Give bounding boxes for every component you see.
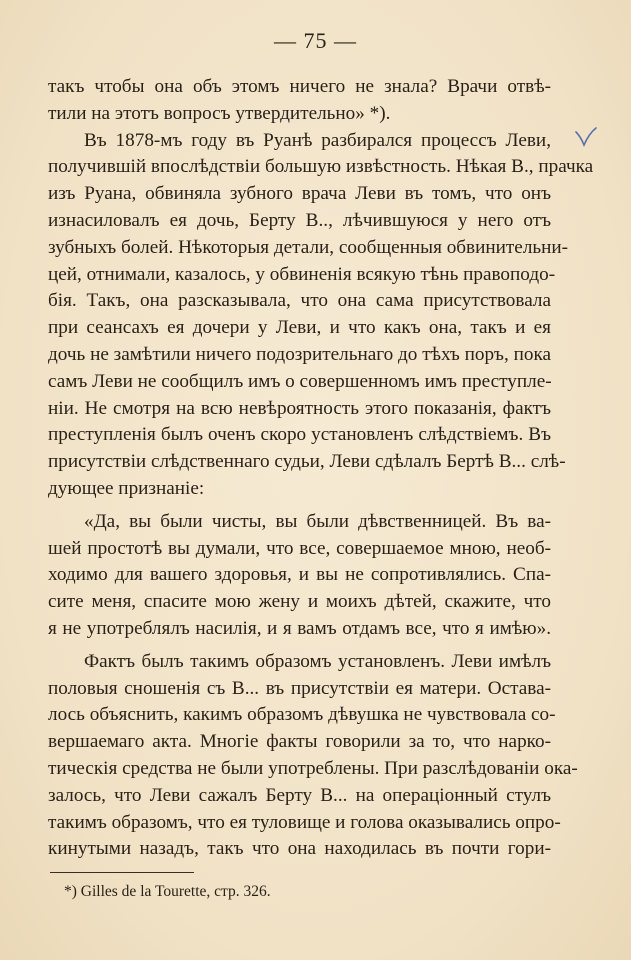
text-line: ніи. Не смотря на всю невѣроятность этого показанія, фактъ xyxy=(48,397,551,419)
paragraph-1 xyxy=(48,74,551,128)
text-line: изъ Руана, обвиняла зубного врача Леви въ томъ, что онъ xyxy=(48,183,551,205)
paragraph-4 xyxy=(48,649,578,863)
text-line: Фактъ былъ такимъ образомъ установленъ. Леви имѣлъ xyxy=(84,650,551,672)
pencil-checkmark-icon xyxy=(574,126,598,148)
body-text xyxy=(48,74,594,863)
text-line: тили на этотъ вопросъ утвердительно» *). xyxy=(48,102,391,124)
text-line: бія. Такъ, она разсказывала, что она сама присутствовала xyxy=(48,290,551,312)
paragraph-2 xyxy=(48,128,594,503)
quotation xyxy=(48,509,551,643)
text-line: сите меня, спасите мою жену и моихъ дѣтей, скажите, что xyxy=(48,591,551,613)
text-line: половыя сношенія съ В... въ присутствіи ея матери. Остава- xyxy=(48,677,551,699)
footnote-rule xyxy=(50,872,194,873)
text-line: я не употреблялъ насилія, и я вамъ отдамъ все, что я имѣю». xyxy=(48,617,551,639)
text-line: Въ 1878-мъ году въ Руанѣ разбирался процессъ Леви, xyxy=(84,129,551,151)
page-number: — 75 — xyxy=(274,28,357,53)
text-line: тическія средства не были употреблены. При разслѣдованіи ока- xyxy=(48,757,578,779)
text-line: дующее признаніе: xyxy=(48,477,205,499)
text-line: дочь не замѣтили ничего подозрительнаго до тѣхъ поръ, пока xyxy=(48,343,551,365)
text-line: при сеансахъ ея дочери у Леви, и что какъ она, такъ и ея xyxy=(48,317,551,339)
text-line: изнасиловалъ ея дочь, Берту В.., лѣчившуюся у него отъ xyxy=(48,209,551,231)
text-line: такимъ образомъ, что ея туловище и голова оказывались опро- xyxy=(48,811,561,833)
text-line: шей простотѣ вы думали, что все, совершаемое мною, необ- xyxy=(48,537,551,559)
text-line: получившій впослѣдствіи большую извѣстность. Нѣкая В., прачка xyxy=(48,156,594,178)
text-line: такъ чтобы она объ этомъ ничего не знала? Врачи отвѣ- xyxy=(48,76,551,97)
text-line: вершаемаго акта. Многіе факты говорили за то, что нарко- xyxy=(48,731,551,753)
footnote: *) Gilles de la Tourette, стр. 326. xyxy=(64,883,271,900)
text-line: лось объяснить, какимъ образомъ дѣвушка не чувствовала со- xyxy=(48,704,556,726)
text-line: самъ Леви не сообщилъ имъ о совершенномъ имъ преступле- xyxy=(48,370,552,392)
text-line: зубныхъ болей. Нѣкоторыя детали, сообщенныя обвинительни- xyxy=(48,236,569,258)
text-line: преступленія былъ оченъ скоро установленъ слѣдствіемъ. Въ xyxy=(48,424,551,446)
text-line: цей, отнимали, казалось, у обвиненія всякую тѣнь правоподо- xyxy=(48,263,556,285)
text-line: залось, что Леви сажалъ Берту В... на операціонный стулъ xyxy=(48,784,551,806)
text-line: «Да, вы были чисты, вы были дѣвственницей. Въ ва- xyxy=(84,510,551,532)
text-line: кинутыми назадъ, такъ что она находилась въ почти гори- xyxy=(48,838,551,860)
text-line: ходимо для вашего здоровья, и вы не сопротивлялись. Спа- xyxy=(48,564,551,586)
text-line: присутствіи слѣдственнаго судьи, Леви сдѣлалъ Бертѣ В... слѣ- xyxy=(48,451,566,473)
